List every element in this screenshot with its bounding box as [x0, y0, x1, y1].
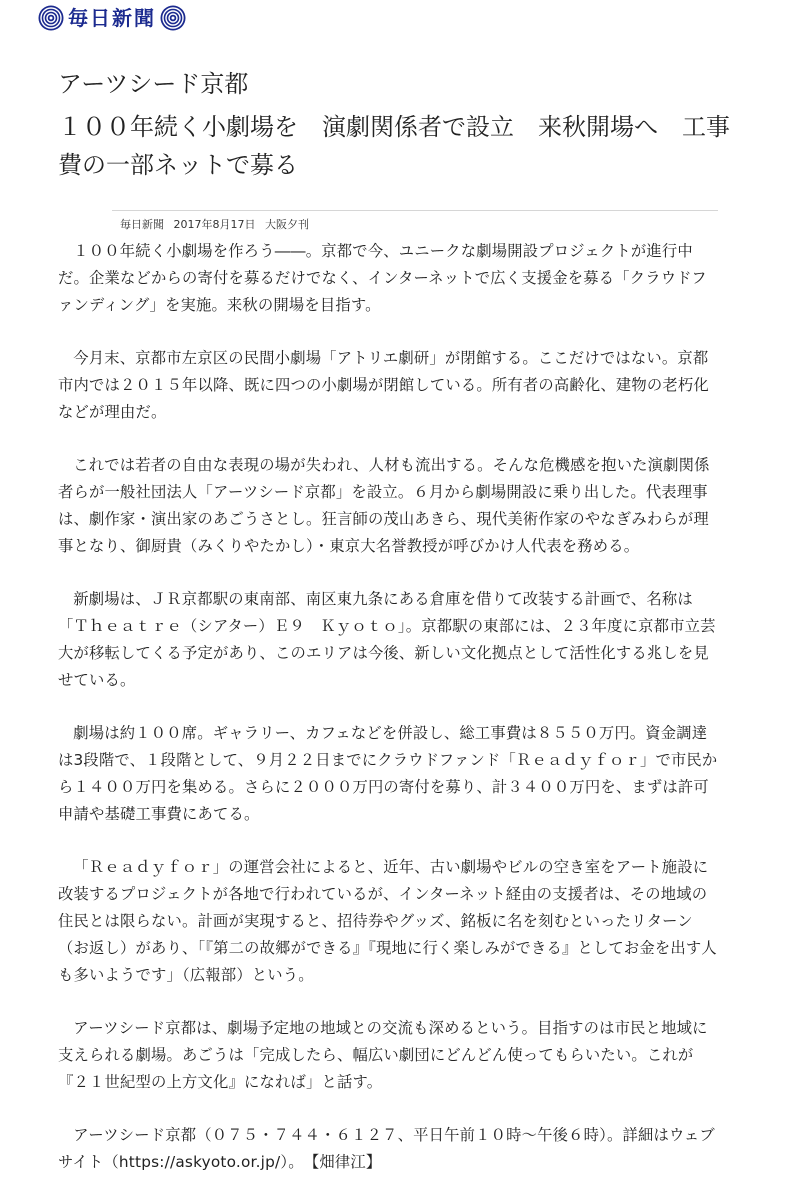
dateline-divider	[112, 210, 718, 211]
masthead-title[interactable]: 毎日新聞	[68, 6, 156, 30]
mainichi-emblem-icon	[160, 5, 186, 31]
article-body	[58, 238, 718, 1202]
article-kicker: アーツシード京都	[58, 70, 249, 98]
article-paragraph: １００年続く小劇場を作ろう――。京都で今、ユニークな劇場開設プロジェクトが進行中だ。企業などからの寄付を募るだけでなく、インターネットで広く支援金を募る「クラウドファンディング」を実施。来秋の開場を目指す。	[58, 242, 707, 314]
article-paragraph: これでは若者の自由な表現の場が失われ、人材も流出する。そんな危機感を抱いた演劇関係者らが一般社団法人「アーツシード京都」を設立。６月から劇場開設に乗り出した。代表理事は、劇作家・演出家のあごうさとし。狂言師の茂山あきら、現代美術作家のやなぎみわらが理事となり、御厨貴（みくりやたかし）・東京大名誉教授が呼びかけ人代表を務める。	[58, 456, 710, 555]
article-paragraph: アーツシード京都は、劇場予定地の地域との交流も深めるという。目指すのは市民と地域に支えられる劇場。あごうは「完成したら、幅広い劇団にどんどん使ってもらいたい。これが『２１世紀型の上方文化』になれば」と話す。	[58, 1019, 708, 1091]
mainichi-emblem-icon	[38, 5, 64, 31]
masthead	[38, 4, 186, 32]
article-paragraph: アーツシード京都（０７５・７４４・６１２７、平日午前１０時～午後６時）。詳細はウェブサイト（https://askyoto.or.jp/）。 【畑律江】	[58, 1126, 715, 1171]
dateline-edition: 大阪夕刊	[265, 218, 309, 231]
article-headline: １００年続く小劇場を 演劇関係者で設立 来秋開場へ 工事費の一部ネットで募る	[58, 113, 730, 179]
dateline-date: 2017年8月17日	[173, 218, 256, 231]
article-dateline	[120, 216, 315, 232]
article-paragraph: 新劇場は、ＪＲ京都駅の東南部、南区東九条にある倉庫を借りて改装する計画で、名称は「Ｔｈｅａｔｒｅ（シアター）Ｅ９ Ｋｙｏｔｏ」。京都駅の東部には、２３年度に京都市立芸大が移転してくる予定があり、このエリアは今後、新しい文化拠点として活性化する兆しを見せている。	[58, 590, 716, 689]
dateline-source: 毎日新聞	[120, 218, 164, 231]
article-paragraph: 「Ｒｅａｄｙｆｏｒ」の運営会社によると、近年、古い劇場やビルの空き室をアート施設に改装するプロジェクトが各地で行われているが、インターネット経由の支援者は、その地域の住民とは限らない。計画が実現すると、招待券やグッズ、銘板に名を刻むといったリターン（お返し）があり、「『第二の故郷ができる』『現地に行く楽しみができる』としてお金を出す人も多いようです」（広報部）という。	[58, 858, 717, 984]
article-paragraph: 今月末、京都市左京区の民間小劇場「アトリエ劇研」が閉館する。ここだけではない。京都市内では２０１５年以降、既に四つの小劇場が閉館している。所有者の高齢化、建物の老朽化などが理由だ。	[58, 349, 709, 421]
article-paragraph: 劇場は約１００席。ギャラリー、カフェなどを併設し、総工事費は８５５０万円。資金調達は3段階で、１段階として、９月２２日までにクラウドファンド「Ｒｅａｄｙｆｏｒ」で市民から１４００万円を集める。さらに２０００万円の寄付を募り、計３４００万円を、まずは許可申請や基礎工事費にあてる。	[58, 724, 718, 823]
